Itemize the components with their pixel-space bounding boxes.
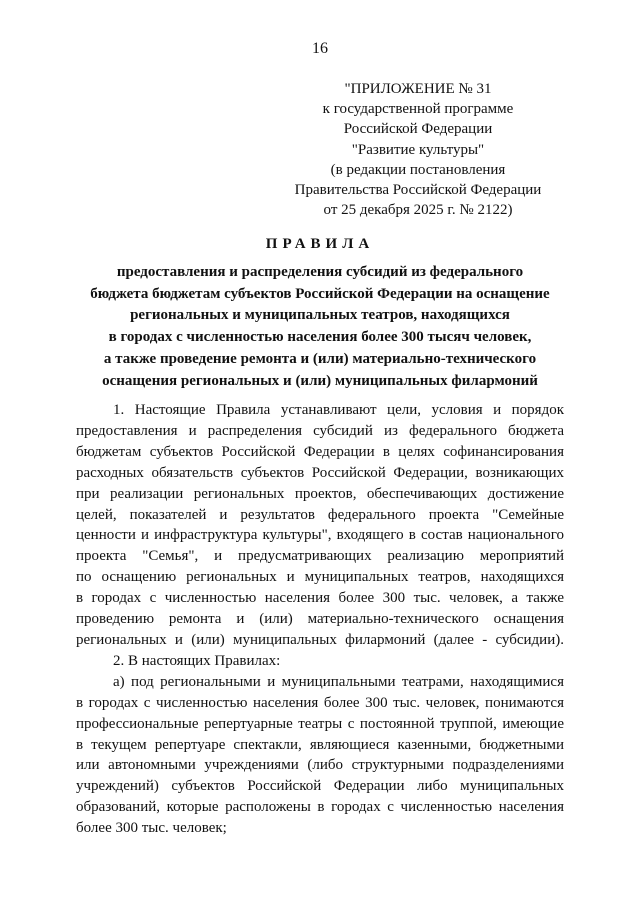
body-line: 1. Настоящие Правила устанавливают цели, условия и порядок — [113, 402, 564, 418]
body-line: ценности и инфраструктура культуры", входящего в состав национального — [76, 527, 564, 544]
body-line: учреждений) субъектов Российской Федерации либо муниципальных — [76, 778, 564, 795]
body-line: проведению ремонта и (или) материально-технического оснащения — [76, 611, 564, 628]
body-line: предоставления и распределения субсидий из федерального бюджета — [76, 422, 564, 439]
subtitle-line: в городах с численностью населения более 300 тысяч человек, — [108, 329, 532, 346]
body-line: более 300 тыс. человек; — [76, 820, 227, 837]
body-line: в городах с численностью населения более 300 тыс. человек, понимаются — [76, 694, 564, 711]
subtitle-line: а также проведение ремонта и (или) материально-технического — [103, 350, 537, 367]
body-line: в городах с численностью населения более 300 тыс. человек, а также — [76, 590, 564, 607]
appendix-heading — [268, 79, 568, 220]
body-line: или автономными учреждениями (либо структурными подразделениями — [76, 757, 564, 774]
body-line: 2. В настоящих Правилах: — [113, 652, 281, 669]
appendix-line: "Развитие культуры" — [351, 141, 485, 158]
body-line: проекта "Семья", и предусматривающих реализацию мероприятий — [76, 548, 564, 565]
appendix-line: Правительства Российской Федерации — [294, 182, 542, 199]
body-line: целей, показателей и результатов федерального проекта "Семейные — [76, 506, 564, 523]
body-line: расходных обязательств субъектов Российской Федерации, возникающих — [76, 464, 564, 481]
document-subtitle — [60, 262, 580, 392]
document-body — [76, 400, 564, 839]
subtitle-line: предоставления и распределения субсидий из федерального — [116, 264, 524, 280]
body-line: профессиональные репертуарные театры с постоянной труппой, имеющие — [76, 715, 564, 732]
body-line: в текущем репертуаре спектакли, являющиеся казенными, бюджетными — [76, 736, 564, 753]
subtitle-line: оснащения региональных и (или) муниципальных филармоний — [102, 372, 538, 389]
body-line: бюджетам субъектов Российской Федерации в целях софинансирования — [76, 443, 564, 460]
appendix-line: к государственной программе — [322, 101, 514, 118]
appendix-line: от 25 декабря 2025 г. № 2122) — [323, 202, 513, 219]
document-title: ПРАВИЛА — [265, 236, 375, 252]
appendix-line: (в редакции постановления — [330, 161, 506, 178]
page-number: 16 — [312, 40, 328, 57]
body-line: а) под региональными и муниципальными театрами, находящимися — [113, 673, 564, 690]
body-line: образований, которые расположены в городах с численностью населения — [76, 799, 564, 816]
body-line: по оснащению региональных и муниципальных театров, находящихся — [76, 569, 564, 586]
appendix-line: "ПРИЛОЖЕНИЕ № 31 — [344, 81, 492, 97]
body-line: региональных и (или) муниципальных филармоний (далее - субсидии). — [76, 631, 564, 648]
subtitle-line: региональных и муниципальных театров, находящихся — [130, 307, 510, 324]
subtitle-line: бюджета бюджетам субъектов Российской Федерации на оснащение — [90, 285, 550, 302]
body-line: при реализации региональных проектов, обеспечивающих достижение — [76, 485, 564, 502]
appendix-line: Российской Федерации — [343, 121, 493, 138]
